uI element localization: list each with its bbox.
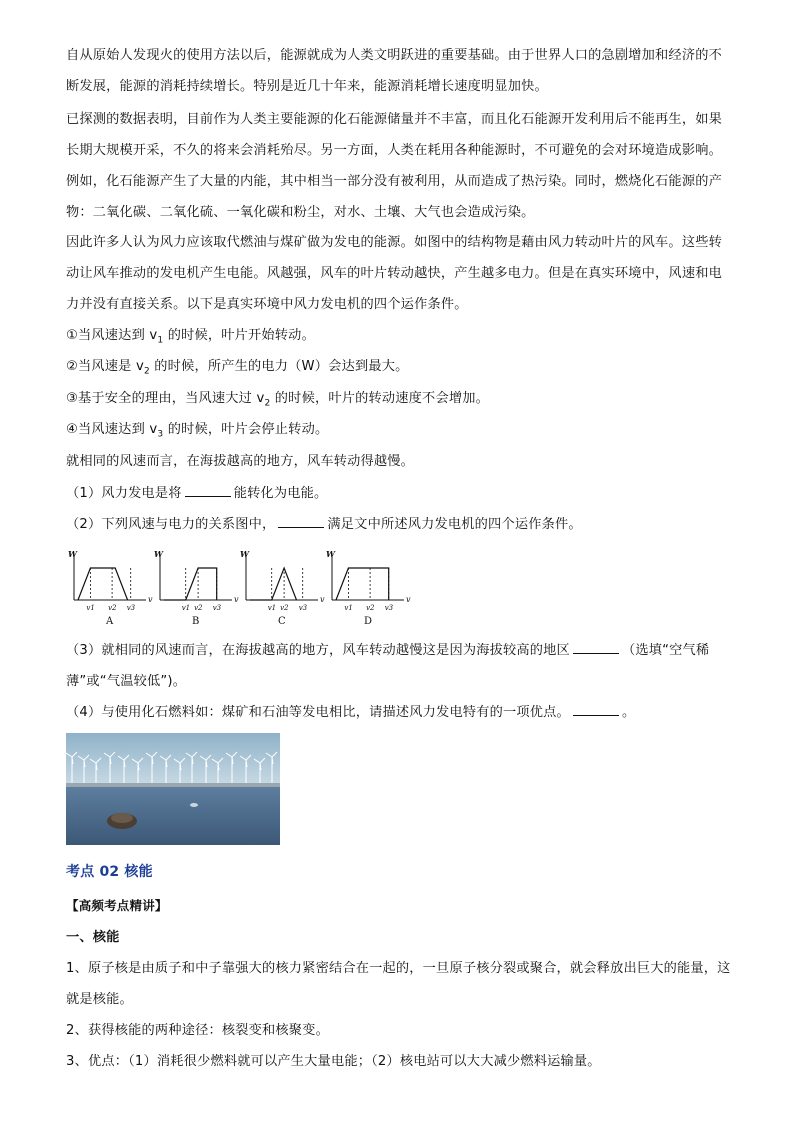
tick-label: v1 <box>86 604 95 612</box>
paragraph-line: 已探测的数据表明，目前作为人类主要能源的化石能源储量并不丰富，而且化石能源开发利用后不能再生，如果 <box>66 112 722 127</box>
graph-label: D <box>364 616 373 626</box>
graph-label: C <box>278 616 286 626</box>
answer-blank[interactable] <box>278 515 324 528</box>
wind-farm-photo <box>66 733 280 845</box>
wind-power-graphs <box>68 546 428 626</box>
tick-label: v3 <box>384 604 394 612</box>
y-axis-label: W <box>326 549 335 559</box>
paragraph-line: 就相同的风速而言，在海拔越高的地方，风车转动得越慢。 <box>66 454 415 469</box>
paragraph-line: 例如，化石能源产生了大量的内能，其中相当一部分没有被利用，从而造成了热污染。同时，燃烧化石能源的产 <box>66 174 722 189</box>
x-axis-label: v <box>234 595 239 604</box>
tick-label: v1 <box>181 604 191 612</box>
item-1-cont: 就是核能。 <box>66 992 133 1007</box>
condition-1: ①当风速达到 $v_1$ 的时候，叶片开始转动。 <box>66 328 315 346</box>
tick-label: v3 <box>298 604 308 612</box>
section-subtitle: 【高频考点精讲】 <box>66 898 168 913</box>
paragraph-line: 因此许多人认为风力应该取代燃油与煤矿做为发电的能源。如图中的结构物是藉由风力转动叶片的风车。这些转 <box>66 235 722 250</box>
answer-blank[interactable] <box>573 641 619 654</box>
question-2: （2）下列风速与电力的关系图中， 满足文中所述风力发电机的四个运作条件。 <box>66 517 582 532</box>
x-axis-label: v <box>406 595 411 604</box>
question-1: （1）风力发电是将 能转化为电能。 <box>66 486 328 501</box>
item-2: 2、获得核能的两种途径：核裂变和核聚变。 <box>66 1023 329 1038</box>
graph-label: B <box>192 616 200 626</box>
paragraph-line: 动让风车推动的发电机产生电能。风越强，风车的叶片转动越快，产生越多电力。但是在真实环境中，风速和电 <box>66 266 722 281</box>
x-axis-label: v <box>320 595 325 604</box>
paragraph-line: 物：二氧化碳、二氧化硫、一氧化碳和粉尘，对水、土壤、大气也会造成污染。 <box>66 205 535 220</box>
item-1: 1、原子核是由质子和中子靠强大的核力紧密结合在一起的，一旦原子核分裂或聚合，就会释放出巨大的能量，这 <box>66 961 731 976</box>
power-curve <box>78 568 128 600</box>
paragraph-line: 长期大规模开采，不久的将来会消耗殆尽。另一方面，人类在耗用各种能源时，不可避免的会对环境造成影响。 <box>66 143 722 158</box>
power-curve <box>336 568 389 600</box>
condition-2: ②当风速是 $v_2$ 的时候，所产生的电力（W）会达到最大。 <box>66 359 409 377</box>
section-heading: 一、核能 <box>66 930 120 945</box>
y-axis-label: W <box>240 549 249 559</box>
graph-label: A <box>106 616 114 626</box>
tick-label: v3 <box>126 604 136 612</box>
tick-label: v3 <box>212 604 222 612</box>
tick-label: v2 <box>108 604 117 612</box>
question-4: （4）与使用化石燃料如：煤矿和石油等发电相比，请描述风力发电特有的一项优点。 。 <box>66 705 636 720</box>
question-3: （3）就相同的风速而言，在海拔越高的地方，风车转动越慢这是因为海拔较高的地区 （选填“空气稀 <box>66 643 710 658</box>
condition-3: ③基于安全的理由，当风速大过 $v_2$ 的时候，叶片的转动速度不会增加。 <box>66 391 489 409</box>
condition-4: ④当风速达到 $v_3$ 的时候，叶片会停止转动。 <box>66 422 329 440</box>
tick-label: v2 <box>366 604 375 612</box>
paragraph-line: 断发展，能源的消耗持续增长。特别是近几十年来，能源消耗增长速度明显加快。 <box>66 79 548 94</box>
tick-label: v1 <box>267 604 277 612</box>
tick-label: v1 <box>344 604 353 612</box>
paragraph-line: 自从原始人发现火的使用方法以后，能源就成为人类文明跃进的重要基础。由于世界人口的急剧增加和经济的不 <box>66 48 722 63</box>
question-3-cont: 薄”或“气温较低”)。 <box>66 674 187 689</box>
section-title: 考点 02 核能 <box>66 864 153 880</box>
answer-blank[interactable] <box>573 703 619 716</box>
x-axis-label: v <box>148 595 153 604</box>
paragraph-line: 力并没有直接关系。以下是真实环境中风力发电机的四个运作条件。 <box>66 297 468 312</box>
tick-label: v2 <box>280 604 289 612</box>
y-axis-label: W <box>154 549 163 559</box>
tick-label: v2 <box>194 604 203 612</box>
item-3: 3、优点：（1）消耗很少燃料就可以产生大量电能；（2）核电站可以大大减少燃料运输量。 <box>66 1054 601 1069</box>
y-axis-label: W <box>68 549 77 559</box>
power-curve <box>250 568 297 600</box>
power-curve <box>164 568 217 600</box>
answer-blank[interactable] <box>185 484 231 497</box>
